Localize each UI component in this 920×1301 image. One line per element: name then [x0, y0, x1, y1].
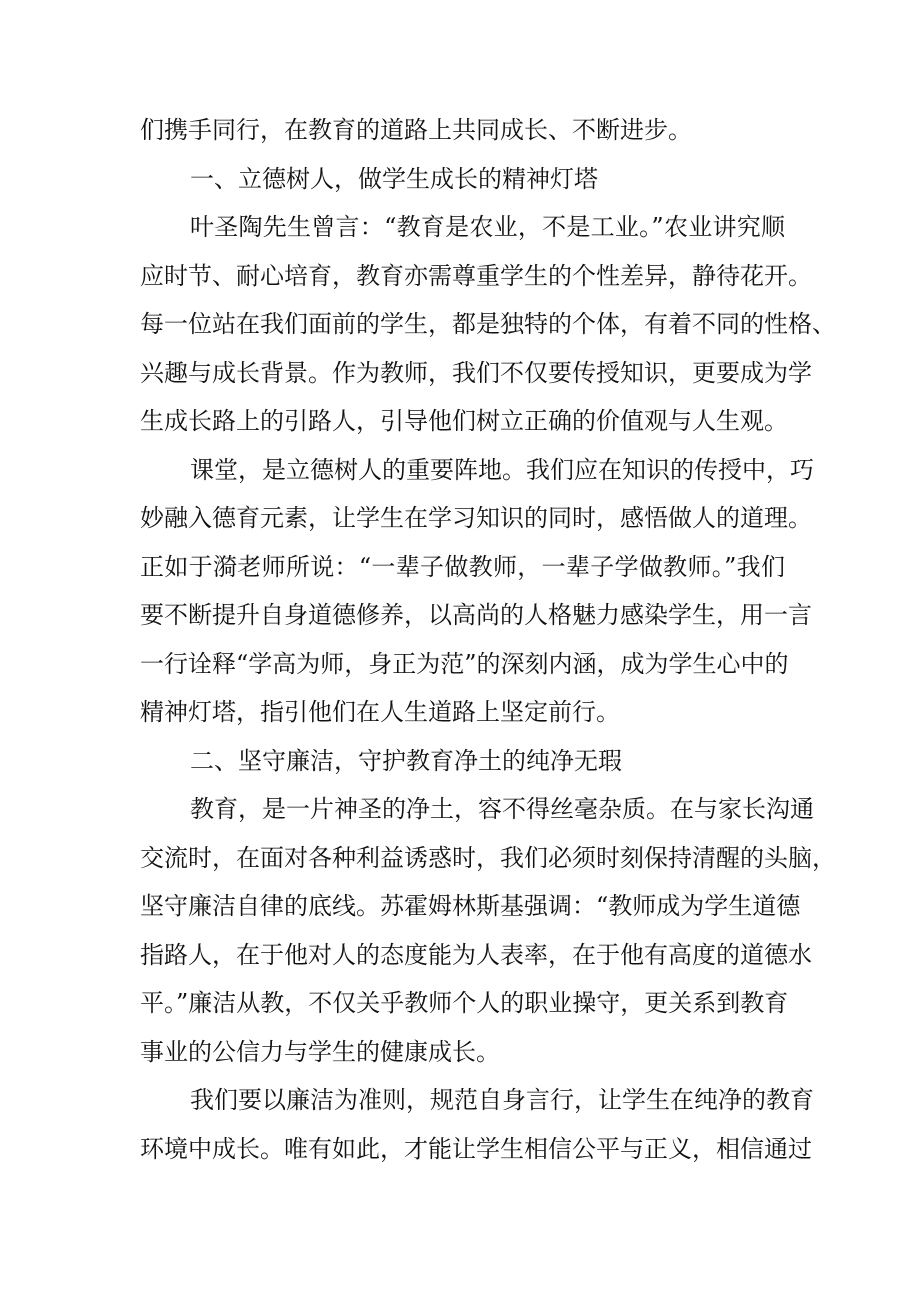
paragraph-last-line: 精神灯塔，指引他们在人生道路上坚定前行。 [140, 698, 620, 726]
paragraph-line: 要不断提升自身道德修养，以高尚的人格魅力感染学生，用一言 [140, 601, 812, 629]
paragraph-line: 妙融入德育元素，让学生在学习知识的同时，感悟做人的道理。 [140, 504, 812, 532]
section-heading-1: 一、立德树人，做学生成长的精神灯塔 [190, 164, 598, 193]
paragraph-line: 课堂，是立德树人的重要阵地。我们应在知识的传授中，巧 [190, 455, 814, 484]
paragraph-line: 一行诠释“学高为师，身正为范”的深刻内涵，成为学生心中的 [140, 649, 789, 678]
paragraph-line: 指路人，在于他对人的态度能为人表率，在于他有高度的道德水 [140, 940, 812, 969]
paragraph-line: 我们要以廉洁为准则，规范自身言行，让学生在纯净的教育 [190, 1086, 814, 1114]
paragraph-line: 教育，是一片神圣的净土，容不得丝毫杂质。在与家长沟通 [190, 795, 814, 823]
paragraph-line: 应时节、耐心培育，教育亦需尊重学生的个性差异，静待花开。 [140, 261, 812, 290]
paragraph-line: 平。”廉洁从教，不仅关乎教师个人的职业操守，更关系到教育 [140, 989, 789, 1017]
paragraph-line: 环境中成长。唯有如此，才能让学生相信公平与正义，相信通过 [140, 1134, 812, 1163]
section-heading-2: 二、坚守廉洁，守护教育净土的纯净无瑕 [190, 746, 622, 775]
paragraph-last-line: 生成长路上的引路人，引导他们树立正确的价值观与人生观。 [140, 407, 788, 435]
paragraph-line: 每一位站在我们面前的学生，都是独特的个体，有着不同的性格、 [140, 310, 836, 338]
paragraph-line: 兴趣与成长背景。作为教师，我们不仅要传授知识，更要成为学 [140, 358, 812, 387]
paragraph-line: 交流时，在面对各种利益诱惑时，我们必须时刻保持清醒的头脑， [140, 843, 836, 872]
paragraph-last-line: 事业的公信力与学生的健康成长。 [140, 1037, 500, 1066]
paragraph-line: 坚守廉洁自律的底线。苏霍姆林斯基强调：“教师成为学生道德 [140, 892, 801, 920]
document-body [140, 106, 836, 1173]
paragraph-line: 正如于漪老师所说：“一辈子做教师，一辈子学做教师。”我们 [140, 552, 785, 581]
paragraph-continuation-line: 们携手同行，在教育的道路上共同成长、不断进步。 [140, 116, 692, 144]
paragraph-line: 叶圣陶先生曾言：“教育是农业，不是工业。”农业讲究顺 [190, 213, 785, 241]
